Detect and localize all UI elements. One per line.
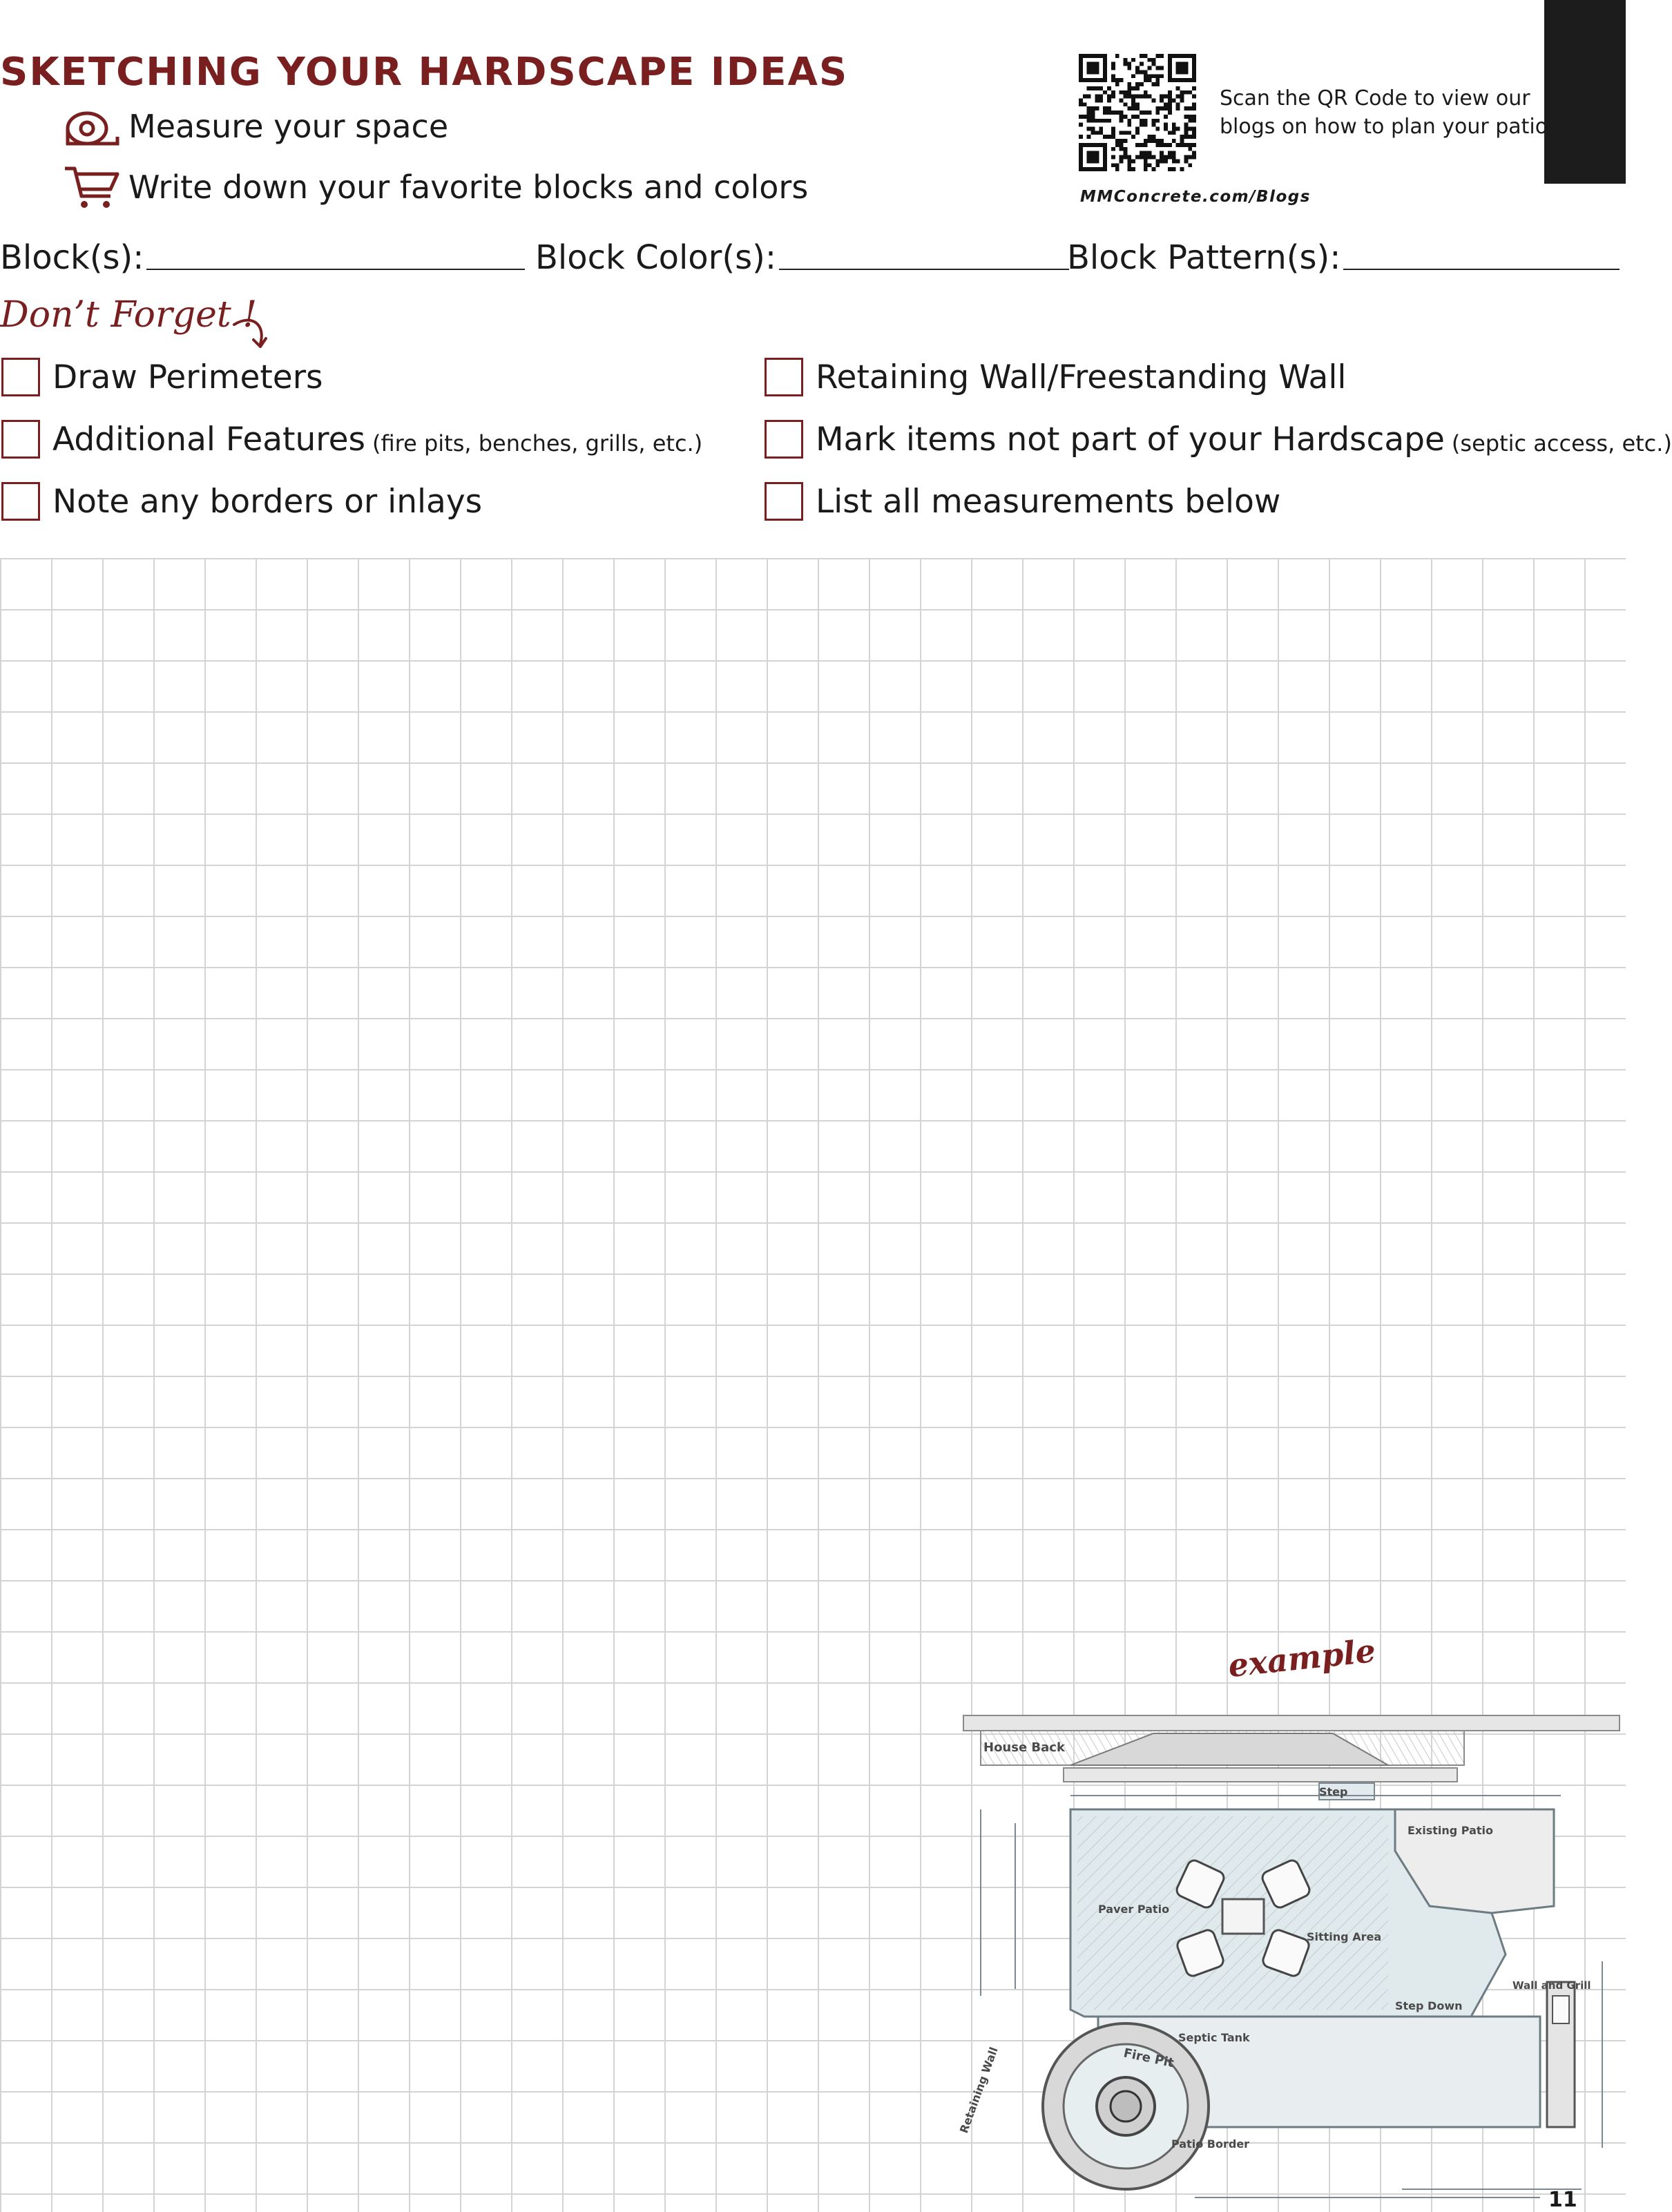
shopping-cart-icon — [62, 164, 122, 210]
sketch-label-retaining-wall: Retaining Wall — [957, 2045, 1001, 2135]
check-list-measurements[interactable] — [765, 482, 1280, 521]
qr-code[interactable] — [1079, 54, 1196, 171]
page-title: SKETCHING YOUR HARDSCAPE IDEAS — [0, 50, 849, 95]
qr-note: Scan the QR Code to view our blogs on how to plan your patio — [1220, 86, 1548, 139]
sketch-label-sitting-area: Sitting Area — [1307, 1930, 1382, 1943]
check-label: Note any borders or inlays — [52, 482, 483, 521]
check-additional-features[interactable] — [1, 420, 702, 459]
qr-url[interactable]: MMConcrete.com/Blogs — [1080, 188, 1311, 206]
checkbox[interactable] — [765, 358, 803, 396]
checkbox[interactable] — [765, 482, 803, 521]
page-tab — [1544, 0, 1626, 184]
checkbox[interactable] — [1, 358, 40, 396]
check-label: Retaining Wall/Freestanding Wall — [816, 358, 1347, 396]
check-label: Draw Perimeters — [52, 358, 323, 396]
sketch-label-fire-pit: Fire Pit — [1122, 2046, 1175, 2071]
check-label: Additional Features — [52, 420, 365, 459]
blocks-label: Block(s): — [0, 238, 144, 277]
curved-arrow-icon — [231, 314, 274, 355]
check-draw-perimeters[interactable] — [1, 358, 323, 396]
checkbox[interactable] — [1, 420, 40, 459]
dont-forget-heading: Don’t Forget ! — [0, 294, 258, 336]
sketch-label-wall-and-grill: Wall and Grill — [1512, 1979, 1591, 1992]
block-colors-label: Block Color(s): — [535, 238, 777, 277]
page-number: 11 — [1548, 2188, 1577, 2212]
block-pattern-line[interactable] — [1343, 269, 1620, 270]
blocks-field[interactable] — [0, 238, 525, 277]
block-colors-field[interactable] — [535, 238, 1069, 277]
blocks-line[interactable] — [146, 269, 525, 270]
check-borders-inlays[interactable] — [1, 482, 482, 521]
sketch-label-existing-patio: Existing Patio — [1407, 1824, 1494, 1837]
tape-measure-icon — [62, 104, 122, 149]
block-colors-line[interactable] — [779, 269, 1069, 270]
block-pattern-label: Block Pattern(s): — [1067, 238, 1341, 277]
check-note: (septic access, etc.) — [1451, 430, 1672, 456]
check-retaining-wall[interactable] — [765, 358, 1346, 396]
sketch-label-step: Step — [1319, 1785, 1348, 1798]
block-pattern-field[interactable] — [1067, 238, 1620, 277]
step-blocks-label: Write down your favorite blocks and colors — [128, 169, 809, 206]
check-mark-items[interactable] — [765, 420, 1672, 459]
check-note: (fire pits, benches, grills, etc.) — [372, 430, 703, 456]
sketch-label-patio-border: Patio Border — [1171, 2137, 1250, 2151]
sketch-label-septic-tank: Septic Tank — [1178, 2031, 1250, 2044]
sketch-label-step-down: Step Down — [1395, 1999, 1463, 2012]
checkbox[interactable] — [1, 482, 40, 521]
check-label: Mark items not part of your Hardscape — [816, 420, 1445, 459]
example-sketch — [957, 1706, 1626, 2212]
step-blocks — [62, 164, 808, 210]
step-measure-label: Measure your space — [128, 108, 449, 145]
checkbox[interactable] — [765, 420, 803, 459]
sketch-label-house-back: House Back — [983, 1740, 1065, 1755]
sketch-label-paver-patio: Paver Patio — [1098, 1903, 1170, 1916]
step-measure — [62, 104, 448, 149]
example-label: example — [1226, 1631, 1378, 1685]
check-label: List all measurements below — [816, 482, 1281, 521]
